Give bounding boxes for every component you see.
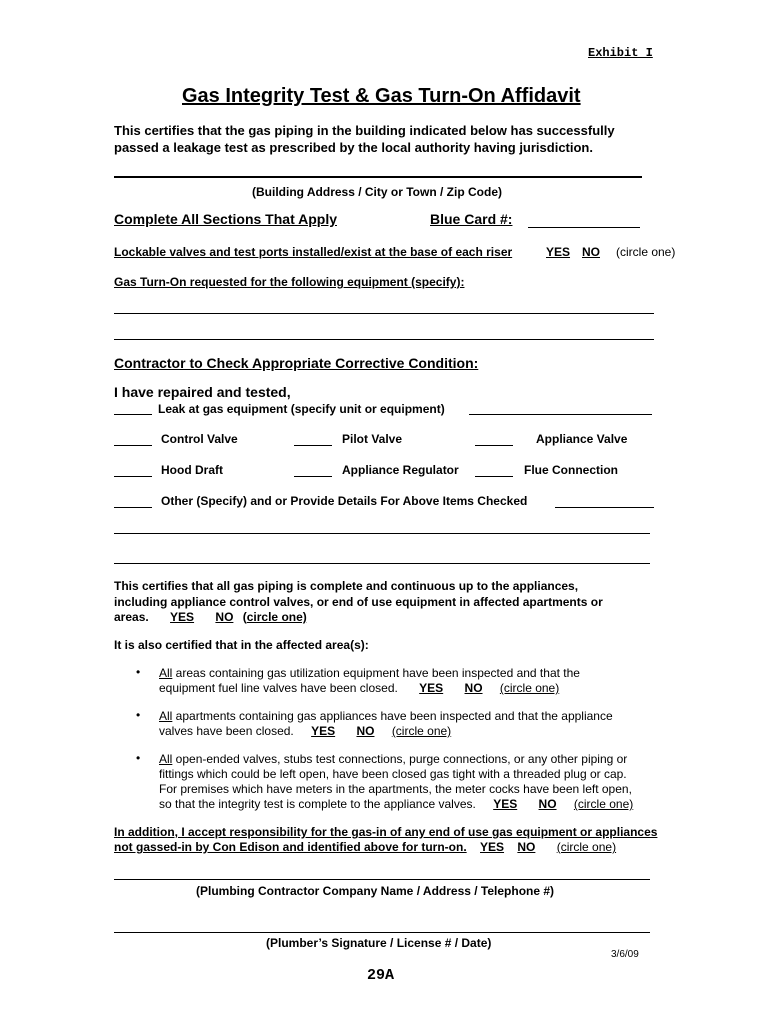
lockable-no[interactable]: NO	[582, 245, 600, 259]
other-label: Other (Specify) and or Provide Details For Above Items Checked	[161, 494, 528, 508]
control-valve-label: Control Valve	[161, 432, 238, 446]
bullet-1-circle-one: (circle one)	[499, 681, 560, 695]
complete-cert-circle-one: circle one)	[246, 610, 307, 624]
bullet-3-line-4: so that the integrity test is complete to the appliance valves.	[159, 797, 476, 811]
contractor-info-caption: (Plumbing Contractor Company Name / Address / Telephone #)	[196, 884, 555, 898]
bullet-2-text: apartments containing gas appliances have been inspected and that the appliance	[172, 709, 613, 723]
pilot-valve-checkbox-line[interactable]	[294, 445, 332, 446]
bullet-3-line-1	[159, 752, 627, 767]
repaired-heading: I have repaired and tested,	[114, 384, 291, 400]
form-date: 3/6/09	[611, 949, 639, 960]
complete-cert-yes[interactable]: YES	[170, 610, 195, 624]
signature-line[interactable]	[114, 932, 650, 933]
complete-cert-no[interactable]: NO	[215, 610, 234, 624]
also-certified-text: It is also certified that in the affected area(s):	[114, 638, 369, 652]
bullet-1-line-2: equipment fuel line valves have been closed.	[159, 681, 398, 695]
responsibility-no[interactable]: NO	[517, 840, 536, 854]
bullet-3-circle-one: (circle one)	[573, 797, 634, 811]
form-title: Gas Integrity Test & Gas Turn-On Affidavit	[182, 85, 581, 107]
flue-connection-checkbox-line[interactable]	[475, 476, 513, 477]
complete-cert-line-2: including appliance control valves, or end of use equipment in affected apartments or	[114, 595, 603, 609]
bullet-3-all: All	[159, 752, 173, 766]
bullet-2-all: All	[159, 709, 173, 723]
building-address-caption: (Building Address / City or Town / Zip Code)	[252, 185, 502, 199]
bullet-3-no[interactable]: NO	[538, 797, 557, 811]
appliance-valve-label: Appliance Valve	[536, 432, 628, 446]
signature-caption: (Plumber’s Signature / License # / Date)	[266, 936, 492, 950]
lockable-valves-text: Lockable valves and test ports installed/exist at the base of each riser	[114, 245, 513, 259]
responsibility-circle-one: (circle one)	[556, 840, 617, 854]
bullet-2-no[interactable]: NO	[356, 724, 375, 738]
bullet-1-line-1	[159, 666, 580, 681]
complete-cert-paren: (	[242, 610, 247, 624]
building-address-line[interactable]	[114, 176, 642, 178]
responsibility-line-2: not gassed-in by Con Edison and identified above for turn-on.	[114, 840, 467, 854]
intro-line-2: passed a leakage test as prescribed by the local authority having jurisdiction.	[114, 140, 593, 155]
bullet-2-line-1	[159, 709, 613, 724]
bullet-2-line-2: valves have been closed.	[159, 724, 294, 738]
bullet-3-text: open-ended valves, stubs test connections, purge connections, or any other piping or	[172, 752, 628, 766]
exhibit-label: Exhibit I	[588, 46, 653, 60]
blue-card-label: Blue Card #:	[430, 211, 513, 227]
leak-label: Leak at gas equipment (specify unit or equipment)	[158, 402, 445, 416]
complete-cert-line-3: areas.	[114, 610, 149, 624]
bullet-1-all: All	[159, 666, 173, 680]
blue-card-field[interactable]	[528, 227, 640, 228]
bullet-2-yes[interactable]: YES	[311, 724, 336, 738]
responsibility-line-1: In addition, I accept responsibility for the gas-in of any end of use gas equipment or appliances	[114, 825, 658, 839]
appliance-valve-checkbox-line[interactable]	[475, 445, 513, 446]
lockable-circle-one: (circle one)	[616, 245, 676, 259]
bullet-2-circle-one: (circle one)	[391, 724, 452, 738]
appliance-regulator-label: Appliance Regulator	[342, 463, 459, 477]
intro-line-1: This certifies that the gas piping in the building indicated below has successfully	[114, 123, 615, 138]
complete-cert-line-1: This certifies that all gas piping is complete and continuous up to the appliances,	[114, 579, 579, 593]
bullet-3-yes[interactable]: YES	[493, 797, 518, 811]
bullet-3-dot: •	[136, 751, 141, 765]
bullet-3-line-3: For premises which have meters in the apartments, the meter cocks have been left open,	[159, 782, 632, 796]
bullet-3-line-2: fittings which could be left open, have been closed gas tight with a threaded plug or cap.	[159, 767, 627, 781]
pilot-valve-label: Pilot Valve	[342, 432, 403, 446]
turn-on-line-1[interactable]	[114, 313, 654, 314]
bullet-1-yes[interactable]: YES	[419, 681, 444, 695]
other-specify-line[interactable]	[555, 507, 654, 508]
sections-heading: Complete All Sections That Apply	[114, 211, 337, 227]
details-line-1[interactable]	[114, 533, 650, 534]
leak-specify-line[interactable]	[469, 414, 652, 415]
bullet-1-no[interactable]: NO	[464, 681, 483, 695]
contractor-info-line[interactable]	[114, 879, 650, 880]
page-number: 29A	[367, 967, 395, 984]
bullet-2-dot: •	[136, 708, 141, 722]
flue-connection-label: Flue Connection	[524, 463, 618, 477]
lockable-yes[interactable]: YES	[546, 245, 571, 259]
details-line-2[interactable]	[114, 563, 650, 564]
hood-draft-label: Hood Draft	[161, 463, 223, 477]
control-valve-checkbox-line[interactable]	[114, 445, 152, 446]
hood-draft-checkbox-line[interactable]	[114, 476, 152, 477]
leak-checkbox-line[interactable]	[114, 414, 152, 415]
appliance-regulator-checkbox-line[interactable]	[294, 476, 332, 477]
contractor-heading: Contractor to Check Appropriate Corrective Condition:	[114, 355, 479, 371]
bullet-1-text: areas containing gas utilization equipment have been inspected and that the	[172, 666, 580, 680]
turn-on-line-2[interactable]	[114, 339, 654, 340]
responsibility-yes[interactable]: YES	[480, 840, 505, 854]
bullet-1-dot: •	[136, 665, 141, 679]
turn-on-label: Gas Turn-On requested for the following equipment (specify):	[114, 275, 465, 289]
other-checkbox-line[interactable]	[114, 507, 152, 508]
